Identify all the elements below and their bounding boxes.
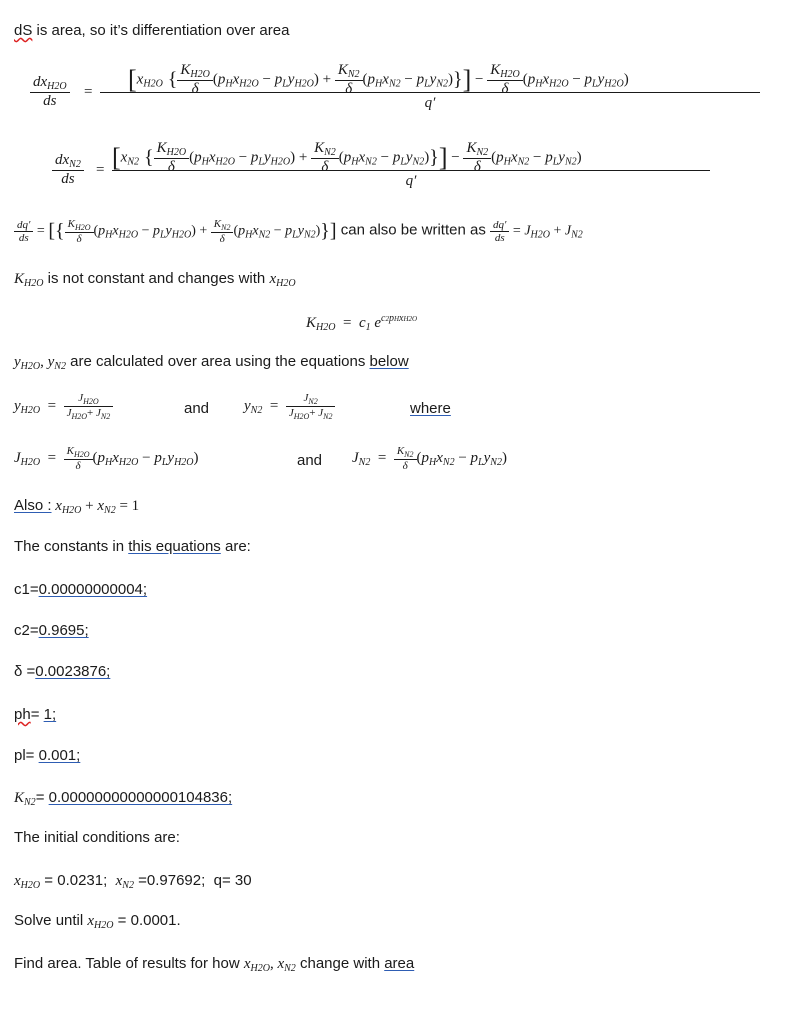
constant-delta: δ =0.0023876; bbox=[14, 663, 111, 680]
and-word-1: and bbox=[184, 400, 210, 417]
y-h2o-equation: $y_{H2O}$ = $\frac{J_{H2O}}{J_{H2O}+ J_{N2}}$ bbox=[14, 392, 113, 421]
find-line: Find area. Table of results for how $x_{H2O}$, $x_{N2}$ change with area bbox=[14, 955, 415, 974]
where-link: where bbox=[410, 400, 451, 417]
area-link: area bbox=[384, 955, 415, 972]
equation-dxn2: $dx_{N2}$ ds = [$x_{N2}$ { $\frac{K_{H2O}}{\delta}$ $(p_Hx_{H2O} - p_Ly_{H2O})$ + $\frac{K_{N2}}{\delta}$ $(p_Hx_{N2} - p_Ly_{N2})$}] − $\frac{K_{N2}}{\delta}$ $(p_Hx_{N2} - p_Ly_{N2})$ q′ bbox=[52, 140, 752, 200]
k-formula: $K_{H2O} = c_1$ $e^{c2pHxH2O}$ bbox=[306, 313, 418, 333]
initial-values: $x_{H2O} = 0.0231$; $x_{N2} =0.97692$; q= 30 bbox=[14, 872, 252, 891]
equation-dxh2o: $dx_{H2O}$ ds = [$x_{H2O}$ { $\frac{K_{H2O}}{\delta}$ $(p_Hx_{H2O} - p_Ly_{H2O})$ + $\frac{K_{N2}}{\delta}$ $(p_Hx_{N2} - p_Ly_{N2})$}] − $\frac{K_{H2O}}{\delta}$ $(p_Hx_{H2O} - p_Ly_{H2O})$ q′ bbox=[30, 62, 770, 122]
constant-c1: c1=0.00000000004; bbox=[14, 581, 148, 598]
solve-line: Solve until $x_{H2O} = 0.0001$. bbox=[14, 912, 181, 931]
j-n2-equation: $J_{N2}$ = $\frac{K_{N2}}{\delta}$ $(p_Hx_{N2} - p_Ly_{N2})$ bbox=[352, 445, 507, 472]
constant-kn2: $K_{N2}= 0.00000000000000104836$; bbox=[14, 789, 233, 808]
y-calc-line: $y_{H2O}$, $y_{N2}$ are calculated over area using the equations below bbox=[14, 353, 409, 372]
j-h2o-equation: $J_{H2O}$ = $\frac{K_{H2O}}{\delta}$ $(p_Hx_{H2O} - p_Ly_{H2O})$ bbox=[14, 445, 199, 472]
below-link: below bbox=[369, 353, 409, 370]
intro-line bbox=[14, 22, 289, 39]
also-label: Also : bbox=[14, 497, 52, 514]
constant-pl: pl= 0.001; bbox=[14, 747, 81, 764]
k-not-constant-line: $K_{H2O}$ is not constant and changes with $x_{H2O}$ bbox=[14, 270, 296, 289]
equation-dq: $\frac{dq'}{ds}$ = [{ $\frac{K_{H2O}}{\delta}$ $(p_Hx_{H2O} - p_Ly_{H2O})$ + $\frac{K_{N2}}{\delta}$ $(p_Hx_{N2} - p_Ly_{N2})$}] can also be written as $\frac{dq'}{ds}$ = $J_{H2O} + J_{N2}$ bbox=[14, 218, 583, 245]
constant-c2: c2=0.9695; bbox=[14, 622, 89, 639]
ds-word: dS bbox=[14, 22, 33, 39]
constant-ph: ph= 1; bbox=[14, 706, 57, 723]
and-word-2: and bbox=[297, 452, 323, 469]
initial-heading: The initial conditions are: bbox=[14, 829, 180, 846]
y-n2-equation: $y_{N2}$ = $\frac{J_{N2}}{J_{H2O}+ J_{N2}}$ bbox=[244, 392, 335, 421]
constants-heading: The constants in this equations are: bbox=[14, 538, 251, 555]
also-line: Also : $x_{H2O} + x_{N2} = 1$ bbox=[14, 497, 140, 516]
this-equations-link: this equations bbox=[128, 538, 221, 555]
intro-text: is area, so it’s differentiation over area bbox=[32, 22, 290, 39]
